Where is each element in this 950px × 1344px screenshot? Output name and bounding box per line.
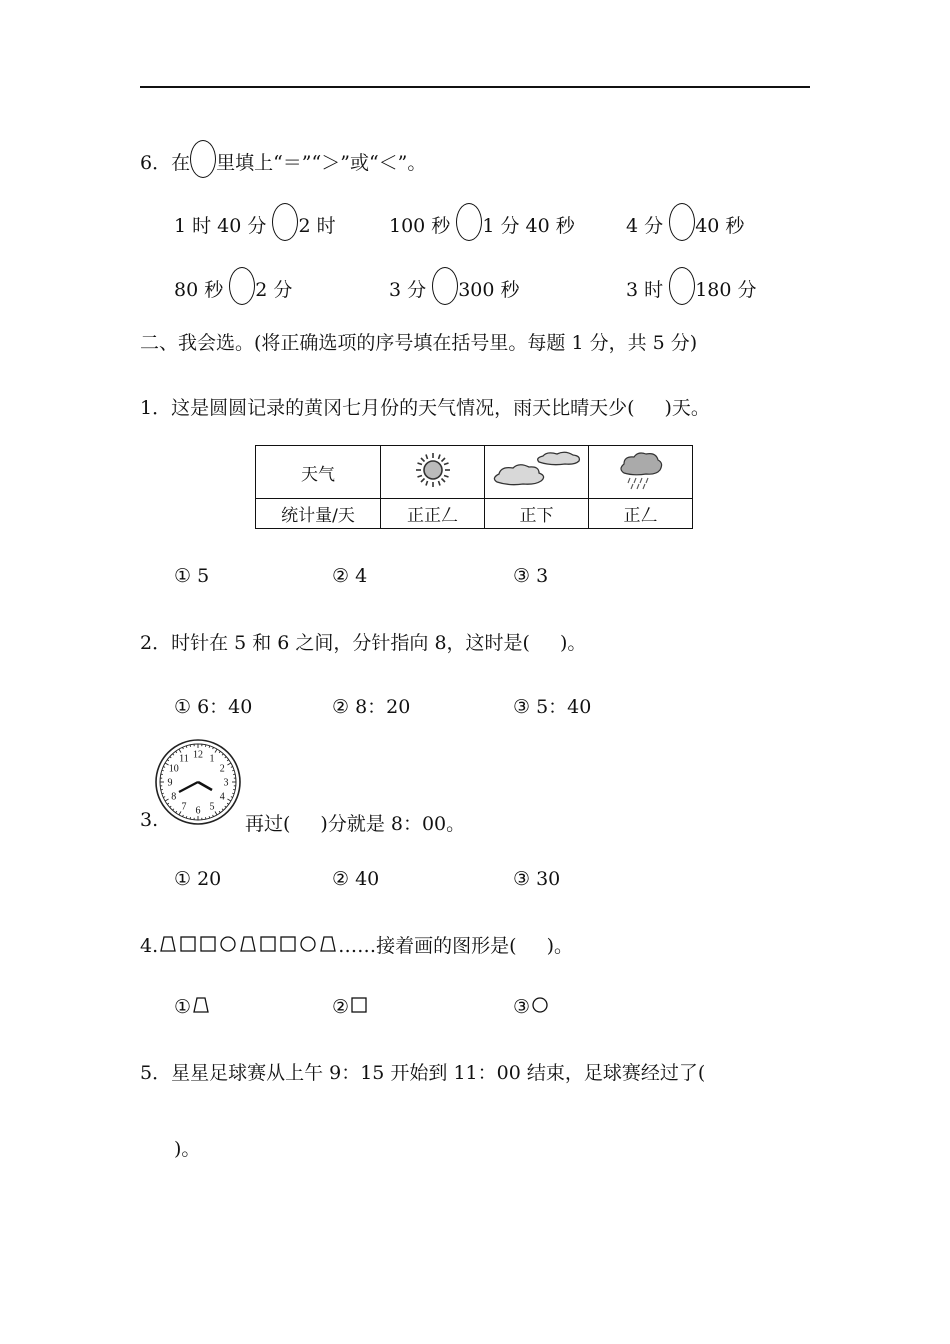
q4-text-post: )。 <box>546 935 573 957</box>
tally-cloudy: 正下 <box>485 499 589 529</box>
q3-text-pre: 再过( <box>245 813 291 835</box>
cloud-icon <box>489 450 585 490</box>
compare-blank-oval[interactable] <box>669 267 695 305</box>
section-heading: 二、我会选。(将正确选项的序号填在括号里。每题 1 分，共 5 分) <box>140 332 698 354</box>
square-icon <box>258 934 278 959</box>
q4-option-1[interactable] <box>174 995 211 1020</box>
table-cell-cloudy <box>485 446 589 499</box>
table-cell-sunny <box>381 446 485 499</box>
q3-option-3[interactable]: ③ 30 <box>513 868 561 890</box>
compare-blank-oval[interactable] <box>272 203 298 241</box>
q1-text-pre: 1．这是圆圆记录的黄冈七月份的天气情况，雨天比晴天少( <box>140 397 635 419</box>
q2-option-1[interactable]: ① 6：40 <box>174 696 253 718</box>
q1-text <box>140 393 710 420</box>
q6-item-right: 300 秒 <box>458 279 520 301</box>
q4-number: 4. <box>140 935 159 957</box>
q4-option-3[interactable] <box>513 995 550 1020</box>
q6-item-left: 3 时 <box>626 279 664 301</box>
clock-face <box>154 738 242 826</box>
q6-item-1 <box>174 203 336 241</box>
compare-blank-oval[interactable] <box>432 267 458 305</box>
q6-item-6 <box>626 267 757 305</box>
q3-text <box>245 809 465 836</box>
q6-item-right: 1 分 40 秒 <box>482 215 575 237</box>
square-icon <box>349 995 369 1020</box>
circle-icon <box>218 934 238 959</box>
square-icon <box>278 934 298 959</box>
q6-item-right: 2 分 <box>255 279 293 301</box>
table-header-weather: 天气 <box>256 446 381 499</box>
square-icon <box>198 934 218 959</box>
q6-item-right: 40 秒 <box>695 215 745 237</box>
compare-circle-icon <box>190 140 216 178</box>
tally-rainy: 正𠃋 <box>589 499 693 529</box>
q1-text-post: )天。 <box>664 397 710 419</box>
q1-option-2[interactable]: ② 4 <box>332 565 368 587</box>
q6-item-right: 180 分 <box>695 279 757 301</box>
clock-number: 1 <box>209 753 215 765</box>
circle-icon <box>530 995 550 1020</box>
option-label: ① <box>174 996 192 1018</box>
trapezoid-icon <box>318 934 338 959</box>
trapezoid-icon <box>158 934 178 959</box>
q6-item-left: 3 分 <box>389 279 427 301</box>
weather-table <box>255 445 693 529</box>
clock-number: 6 <box>195 805 201 817</box>
compare-blank-oval[interactable] <box>456 203 482 241</box>
clock-number: 11 <box>179 753 189 765</box>
q6-item-left: 4 分 <box>626 215 664 237</box>
q3-number: 3. <box>140 809 159 831</box>
q2-text <box>140 628 586 655</box>
tally-sunny: 正正𠃋 <box>381 499 485 529</box>
clock-number: 3 <box>223 777 229 789</box>
q4-option-2[interactable] <box>332 995 369 1020</box>
q6-item-left: 100 秒 <box>389 215 451 237</box>
clock-number: 2 <box>219 763 225 775</box>
q3-option-1[interactable]: ① 20 <box>174 868 222 890</box>
q1-option-1[interactable]: ① 5 <box>174 565 210 587</box>
clock-number: 8 <box>171 791 177 803</box>
q2-option-2[interactable]: ② 8：20 <box>332 696 411 718</box>
q6-item-left: 80 秒 <box>174 279 224 301</box>
trapezoid-icon <box>238 934 258 959</box>
rain-cloud-icon <box>618 449 664 491</box>
clock-number: 5 <box>209 801 215 813</box>
q6-item-3 <box>626 203 744 241</box>
clock-number: 9 <box>167 777 173 789</box>
q3-option-2[interactable]: ② 40 <box>332 868 380 890</box>
compare-blank-oval[interactable] <box>669 203 695 241</box>
q2-text-post: )。 <box>559 632 587 654</box>
q6-item-left: 1 时 40 分 <box>174 215 267 237</box>
header-rule <box>140 86 810 88</box>
q2-text-pre: 2．时针在 5 和 6 之间，分针指向 8，这时是( <box>140 632 530 654</box>
option-label: ② <box>332 996 350 1018</box>
q6-item-5 <box>389 267 520 305</box>
square-icon <box>178 934 198 959</box>
clock-number: 10 <box>168 763 179 775</box>
compare-blank-oval[interactable] <box>229 267 255 305</box>
q6-prompt-pre: 6．在 <box>140 152 191 174</box>
q5-line1: 5．星星足球赛从上午 9：15 开始到 11：00 结束，足球赛经过了( <box>140 1062 706 1084</box>
shape-sequence <box>158 935 338 957</box>
q6-prompt <box>140 140 426 178</box>
clock-number: 4 <box>219 791 225 803</box>
clock-number: 7 <box>181 801 187 813</box>
q4-text-pre: ……接着画的图形是( <box>338 935 517 957</box>
trapezoid-icon <box>191 995 211 1020</box>
clock-number: 12 <box>193 749 203 761</box>
q5-line2: )。 <box>174 1138 201 1160</box>
q6-item-2 <box>389 203 575 241</box>
q6-item-4 <box>174 267 292 305</box>
sun-icon <box>413 450 453 490</box>
option-label: ③ <box>513 996 531 1018</box>
q1-option-3[interactable]: ③ 3 <box>513 565 549 587</box>
q3-text-post: )分就是 8：00。 <box>320 813 466 835</box>
q6-item-right: 2 时 <box>298 215 336 237</box>
circle-icon <box>298 934 318 959</box>
q4-text <box>140 931 573 959</box>
q2-option-3[interactable]: ③ 5：40 <box>513 696 592 718</box>
q6-prompt-post: 里填上“＝”“＞”或“＜”。 <box>216 152 427 174</box>
table-cell-rainy <box>589 446 693 499</box>
table-header-count: 统计量/天 <box>256 499 381 529</box>
